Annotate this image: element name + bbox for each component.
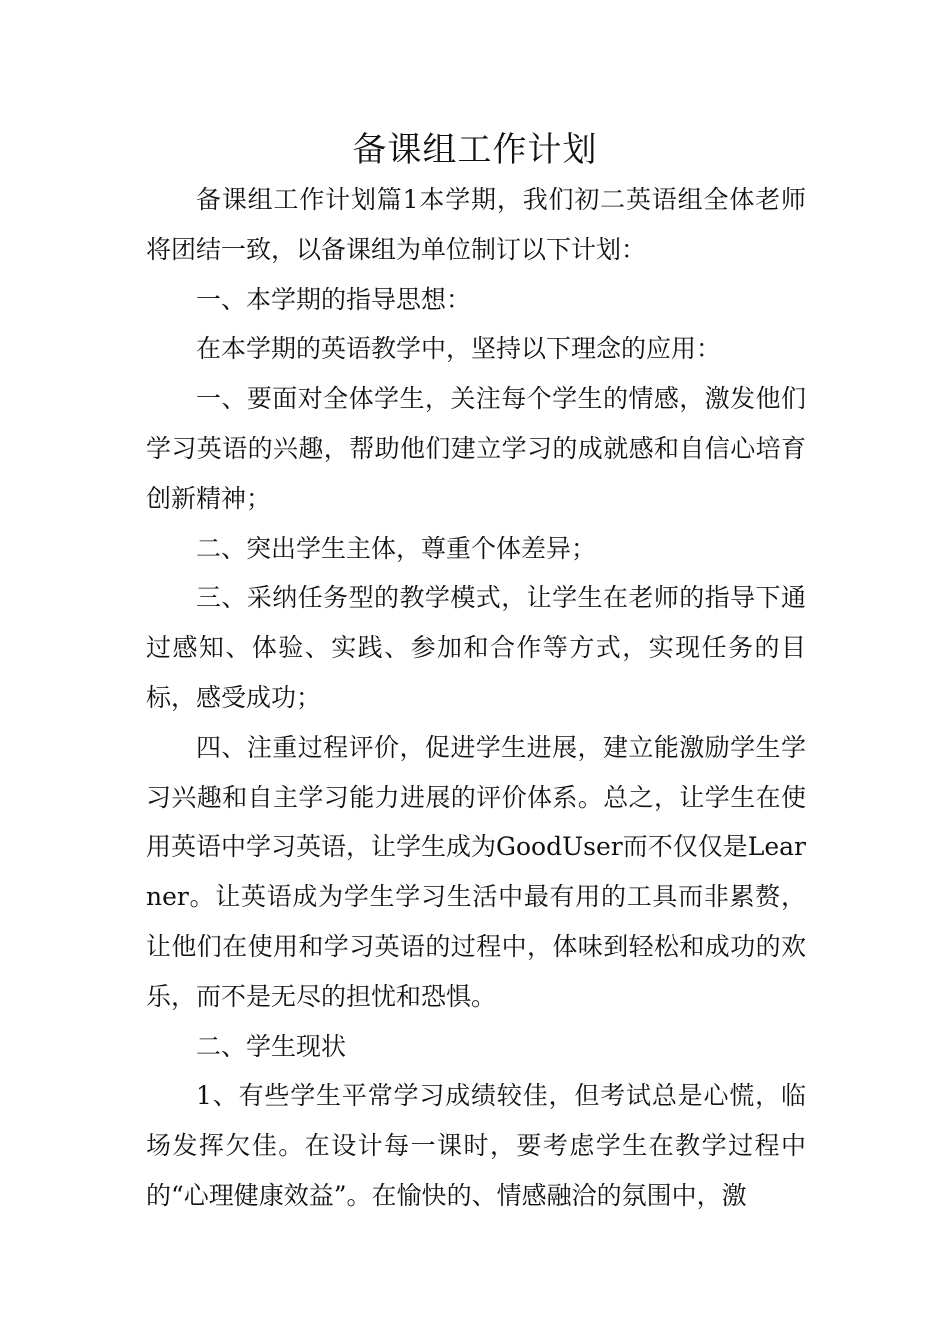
paragraph: 一、本学期的指导思想： [196,284,472,314]
paragraph: 四、注重过程评价，促进学生进展，建立能激励学生学习兴趣和自主学习能力进展的评价体系。总之，让学生在使用英语中学习英语，让学生成为GoodUser而不仅仅是Learner。让英语成为学生学习生活中最有用的工具而非累赘，让他们在使用和学习英语的过程中，体味到轻松和成功的欢乐，而不是无尽的担忧和恐惧。 [146,732,806,1011]
paragraph: 二、学生现状 [196,1031,347,1061]
paragraph: 二、突出学生主体，尊重个体差异； [196,533,597,563]
document-body [146,175,806,1221]
paragraph: 三、采纳任务型的教学模式，让学生在老师的指导下通过感知、体验、实践、参加和合作等方式，实现任务的目标，感受成功； [146,583,806,712]
paragraph: 在本学期的英语教学中，坚持以下理念的应用： [196,334,722,364]
document-title: 备课组工作计划 [352,130,598,170]
paragraph: 备课组工作计划篇1本学期，我们初二英语组全体老师将团结一致，以备课组为单位制订以下计划： [146,185,806,264]
paragraph: 一、要面对全体学生，关注每个学生的情感，激发他们学习英语的兴趣，帮助他们建立学习的成就感和自信心培育创新精神； [146,384,806,513]
paragraph: 1、有些学生平常学习成绩较佳，但考试总是心慌，临场发挥欠佳。在设计每一课时，要考虑学生在教学过程中的“心理健康效益”。在愉快的、情感融洽的氛围中，激 [146,1081,806,1210]
